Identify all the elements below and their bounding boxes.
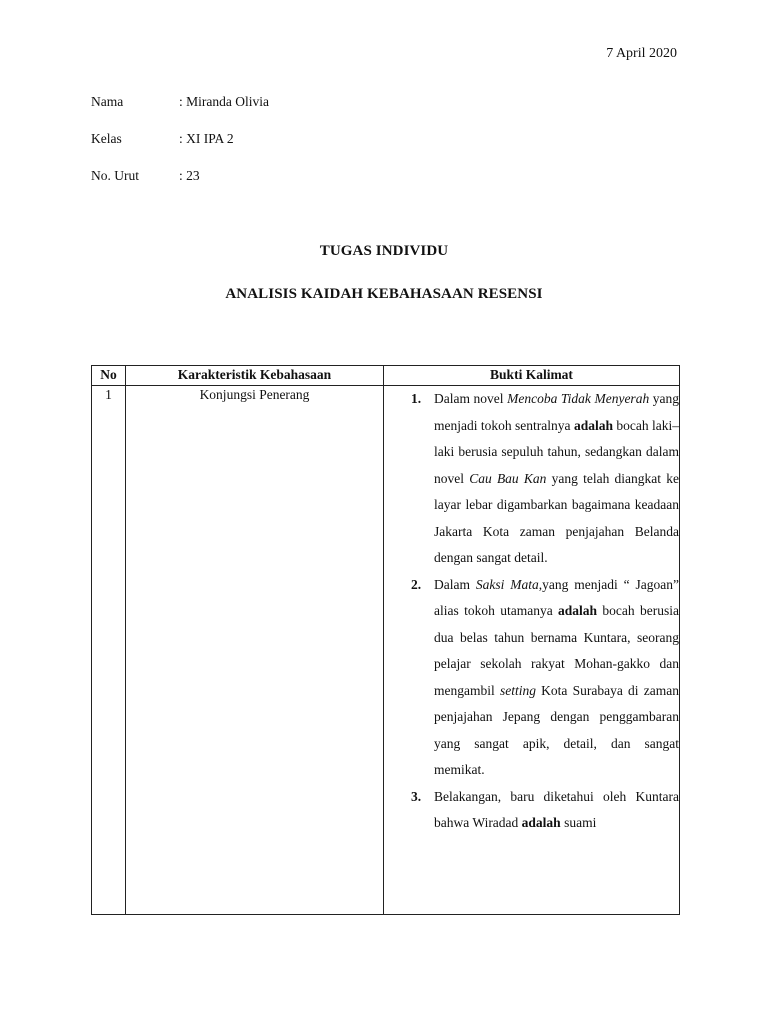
- class-value: : XI IPA 2: [179, 131, 234, 146]
- student-name-row: [91, 94, 269, 110]
- row-evidence: [384, 386, 680, 915]
- order-label: No. Urut: [91, 168, 139, 183]
- evidence-text: bocah laki–laki berusia sepuluh tahun, sedangkan dalam novel: [434, 417, 680, 486]
- order-value: : 23: [179, 168, 200, 183]
- evidence-text: Dalam novel: [434, 391, 508, 406]
- header-no: No: [92, 366, 126, 386]
- novel-title: Cau Bau Kan: [469, 470, 547, 486]
- name-label: Nama: [91, 94, 124, 109]
- table-row: [92, 386, 680, 915]
- evidence-number: 2.: [411, 576, 422, 592]
- student-order-row: [91, 168, 200, 184]
- evidence-text: Dalam: [434, 576, 476, 592]
- evidence-text: yang menjadi tokoh sentralnya: [434, 391, 680, 433]
- evidence-number: 1.: [411, 391, 422, 406]
- student-class-row: [91, 131, 234, 147]
- novel-title: Mencoba Tidak Menyerah: [507, 391, 650, 406]
- document-date: 7 April 2020: [606, 46, 677, 61]
- novel-title: Saksi Mata: [475, 576, 539, 592]
- evidence-text: suami: [560, 815, 597, 830]
- evidence-text: Belakangan, baru diketahui oleh Kuntara bahwa Wiradad: [434, 788, 679, 830]
- evidence-text: bocah berusia dua belas tahun bernama Kuntara, seorang pelajar sekolah rakyat Mohan-gakko dan mengambil: [434, 603, 680, 698]
- row-characteristic: Konjungsi Penerang: [126, 386, 384, 915]
- document-title: TUGAS INDIVIDU: [319, 243, 449, 259]
- evidence-item: [384, 572, 679, 784]
- conjunction-highlight: adalah: [573, 417, 613, 433]
- class-label: Kelas: [91, 131, 122, 146]
- evidence-text: Kota Surabaya di zaman penjajahan Jepang dengan penggambaran yang sangat apik, detail, dan sangat memikat.: [434, 682, 679, 777]
- evidence-item: [384, 386, 679, 572]
- evidence-number: 3.: [411, 788, 422, 804]
- table-header-row: [92, 366, 680, 386]
- evidence-list: [384, 386, 679, 837]
- analysis-table: [91, 365, 680, 915]
- evidence-text: ,yang menjadi “ Jagoan” alias tokoh utamanya: [434, 576, 679, 618]
- header-characteristic: Karakteristik Kebahasaan: [126, 366, 384, 386]
- setting-term: setting: [499, 682, 536, 698]
- conjunction-highlight: adalah: [558, 603, 598, 618]
- row-number: 1: [92, 386, 126, 915]
- evidence-item: [384, 784, 679, 837]
- document-subtitle: ANALISIS KAIDAH KEBAHASAAN RESENSI: [225, 286, 543, 302]
- name-value: : Miranda Olivia: [179, 94, 269, 109]
- header-evidence: Bukti Kalimat: [384, 366, 680, 386]
- evidence-text: yang telah diangkat ke layar lebar digambarkan bagaimana keadaan Jakarta Kota zaman penjajahan Belanda dengan sangat detail.: [434, 470, 679, 565]
- conjunction-highlight: adalah: [521, 815, 561, 830]
